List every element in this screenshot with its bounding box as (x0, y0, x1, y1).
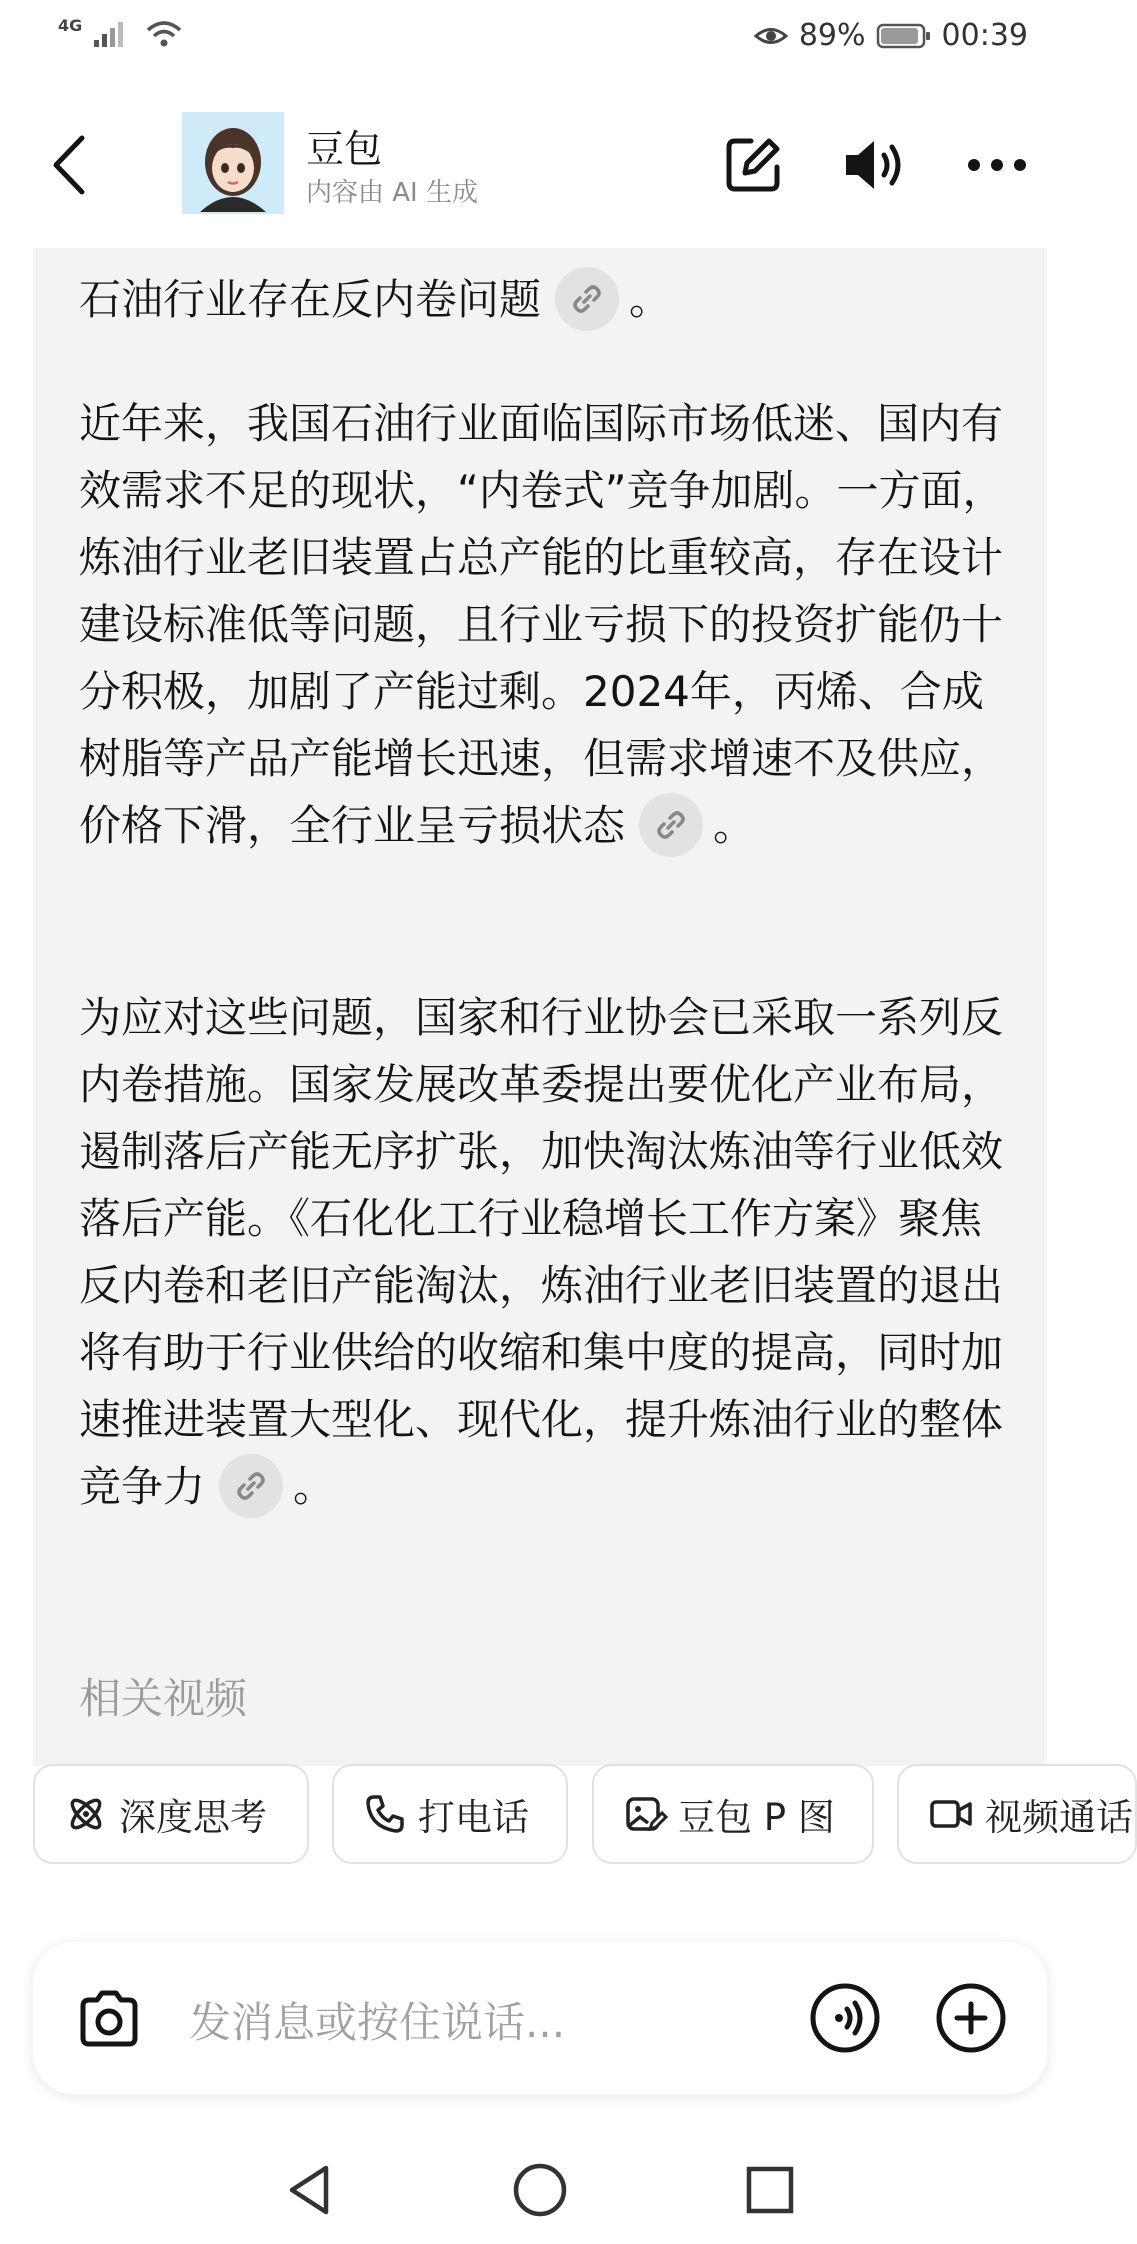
link-icon (654, 808, 688, 842)
avatar[interactable] (182, 112, 284, 214)
ai-message (33, 248, 1047, 1766)
network-type: 4G (58, 15, 83, 35)
nav-home-button[interactable] (510, 2160, 570, 2220)
period: 。 (629, 275, 672, 324)
period: 。 (293, 1462, 336, 1511)
paragraph-text: 近年来，我国石油行业面临国际市场低迷、国内有效需求不足的现状，“内卷式”竞争加剧。一方面，炼油行业老旧装置占总产能的比重较高，存在设计建设标准低等问题，且行业亏损下的投资扩能仍十分积极，加剧了产能过剩。2024年，丙烯、合成树脂等产品产能增长迅速，但需求增速不及供应，价格下滑，全行业呈亏损状态 (79, 399, 1005, 850)
message-paragraph-1 (79, 266, 1009, 335)
status-right (753, 18, 1028, 53)
battery-percent: 89% (798, 18, 866, 53)
chip-photo-edit[interactable] (592, 1764, 874, 1864)
wifi-icon (144, 18, 184, 48)
triangle-back-icon (280, 2160, 340, 2220)
square-recents-icon (740, 2160, 800, 2220)
avatar-image (182, 112, 284, 214)
status-bar (0, 0, 1080, 80)
chip-label: 视频通话 (985, 1796, 1133, 1839)
message-paragraph-3 (79, 984, 1009, 1522)
voice-call-button[interactable] (809, 1982, 881, 2054)
paragraph-text: 为应对这些问题，国家和行业协会已采取一系列反内卷措施。国家发展改革委提出要优化产业布局，遏制落后产能无序扩张，加快淘汰炼油等行业低效落后产能。《石化化工行业稳增长工作方案》聚焦反内卷和老旧产能淘汰，炼油行业老旧装置的退出将有助于行业供给的收缩和集中度的提高，同时加速推进装置大型化、现代化，提升炼油行业的整体竞争力 (79, 993, 1004, 1511)
chat-header (0, 90, 1080, 240)
period: 。 (713, 801, 756, 850)
signal-icon (92, 18, 134, 48)
chip-phone-call[interactable] (332, 1764, 568, 1864)
speaker-icon (842, 135, 908, 195)
back-button[interactable] (46, 130, 96, 200)
message-paragraph-2 (79, 390, 1009, 861)
more-icon (966, 157, 1028, 173)
battery-icon (876, 21, 932, 51)
camera-button[interactable] (73, 1984, 145, 2056)
citation-link[interactable] (219, 1454, 283, 1518)
chip-label: 豆包 P 图 (678, 1796, 835, 1839)
clock: 00:39 (941, 18, 1028, 53)
image-edit-icon (624, 1793, 666, 1835)
chip-label: 打电话 (418, 1796, 529, 1839)
eye-comfort-icon (753, 21, 789, 51)
chip-video-call[interactable] (897, 1764, 1137, 1864)
edit-icon (721, 133, 785, 197)
ai-generated-label: 内容由 AI 生成 (306, 178, 478, 208)
system-nav-bar (0, 2150, 1080, 2244)
message-input[interactable]: 发消息或按住说话... (189, 1998, 566, 2047)
related-videos-heading[interactable]: 相关视频 (79, 1674, 248, 1723)
edit-button[interactable] (718, 130, 788, 200)
quick-action-chips (33, 1764, 1133, 1868)
chip-label: 深度思考 (119, 1796, 267, 1839)
message-input-bar (33, 1942, 1047, 2094)
plus-icon (935, 1982, 1007, 2054)
nav-recents-button[interactable] (740, 2160, 800, 2220)
speaker-button[interactable] (840, 130, 910, 200)
citation-link[interactable] (639, 793, 703, 857)
back-icon (46, 130, 96, 200)
atom-icon (65, 1793, 107, 1835)
nav-back-button[interactable] (280, 2160, 340, 2220)
more-button[interactable] (962, 130, 1032, 200)
status-left (58, 15, 184, 48)
circle-home-icon (510, 2160, 570, 2220)
phone-icon (364, 1793, 406, 1835)
link-icon (570, 282, 604, 316)
add-button[interactable] (935, 1982, 1007, 2054)
video-icon (929, 1796, 973, 1832)
paragraph-text: 石油行业存在反内卷问题 (79, 275, 542, 324)
link-icon (234, 1469, 268, 1503)
bot-name: 豆包 (306, 127, 383, 171)
citation-link[interactable] (555, 267, 619, 331)
chip-deep-think[interactable] (33, 1764, 309, 1864)
voice-wave-icon (809, 1982, 881, 2054)
camera-icon (73, 1984, 145, 2056)
